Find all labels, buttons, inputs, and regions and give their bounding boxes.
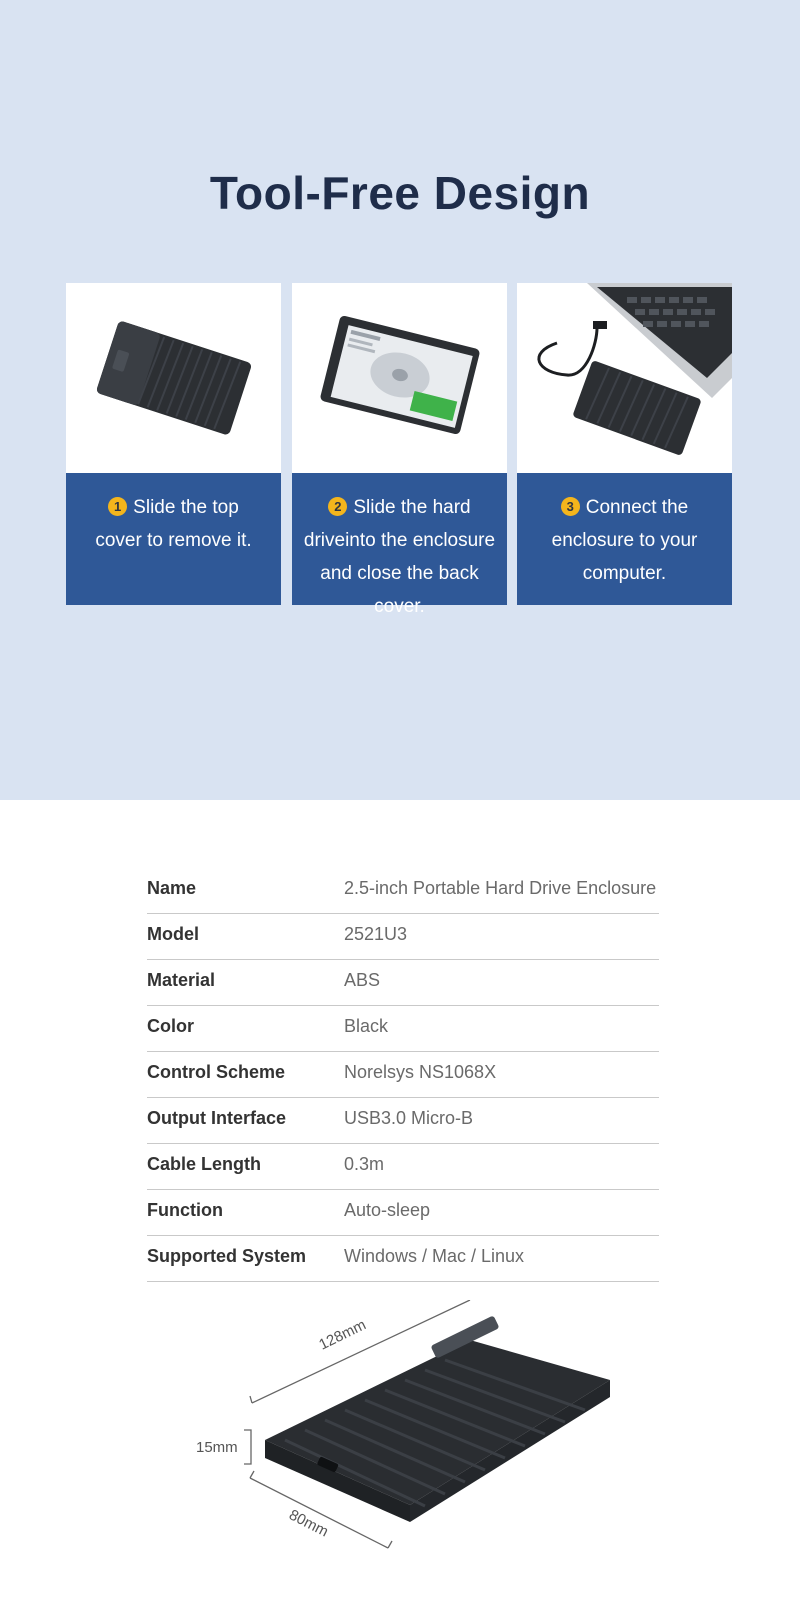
spec-key: Material: [147, 970, 216, 990]
step-3-line3: computer.: [582, 563, 667, 584]
step-3-photo: [517, 283, 732, 473]
spec-value: Auto-sleep: [344, 1200, 431, 1220]
spec-row-control-scheme: [147, 1052, 659, 1098]
spec-key: Cable Length: [147, 1154, 262, 1174]
height-label: 15mm: [196, 1439, 238, 1456]
width-label: 80mm: [286, 1506, 332, 1541]
step-3-caption: [517, 473, 732, 605]
spec-key: Control Scheme: [147, 1062, 286, 1082]
step-2-number-badge: 2: [328, 497, 347, 516]
step-2-photo: [292, 283, 507, 473]
spec-value: 0.3m: [344, 1154, 385, 1174]
spec-value: Windows / Mac / Linux: [344, 1246, 525, 1266]
step-1-line1: Slide the top: [133, 497, 239, 518]
spec-row-name: [147, 868, 659, 914]
step-1-line2: cover to remove it.: [95, 530, 252, 551]
hero-section: [0, 0, 800, 800]
spec-key: Model: [147, 924, 199, 944]
spec-value: Black: [344, 1016, 389, 1036]
step-2-caption: [292, 473, 507, 617]
spec-key: Supported System: [147, 1246, 307, 1266]
spec-row-output-interface: [147, 1098, 659, 1144]
step-3-line2: enclosure to your: [551, 530, 698, 551]
step-2-line1: Slide the hard: [353, 497, 471, 518]
spec-key: Output Interface: [147, 1108, 287, 1128]
spec-row-material: [147, 960, 659, 1006]
spec-table: [147, 868, 659, 1282]
spec-value: 2521U3: [344, 924, 408, 944]
step-1-photo: [66, 283, 281, 473]
spec-row-model: [147, 914, 659, 960]
length-label: 128mm: [316, 1316, 369, 1354]
step-1-number-badge: 1: [108, 497, 127, 516]
spec-value: 2.5-inch Portable Hard Drive Enclosure: [344, 878, 657, 898]
spec-value: USB3.0 Micro-B: [344, 1108, 474, 1128]
step-card-1: [66, 283, 281, 605]
spec-key: Color: [147, 1016, 194, 1036]
enclosure-image: [265, 1315, 610, 1522]
step-3-number-badge: 3: [561, 497, 580, 516]
step-2-line2: driveinto the enclosure: [303, 530, 496, 551]
step-2-line3: and close the back cover.: [320, 563, 479, 617]
spec-value: ABS: [344, 970, 381, 990]
hero-title: Tool-Free Design: [209, 167, 591, 219]
dimensions-illustration: [0, 1300, 800, 1600]
step-1-caption: [66, 473, 281, 605]
spec-row-cable-length: [147, 1144, 659, 1190]
spec-key: Function: [147, 1200, 223, 1220]
spec-key: Name: [147, 878, 197, 898]
step-card-2: [292, 283, 507, 617]
spec-row-function: [147, 1190, 659, 1236]
spec-row-supported-system: [147, 1236, 659, 1282]
step-3-line1: Connect the: [585, 497, 689, 518]
spec-value: Norelsys NS1068X: [344, 1062, 497, 1082]
spec-row-color: [147, 1006, 659, 1052]
step-card-3: [517, 283, 732, 605]
